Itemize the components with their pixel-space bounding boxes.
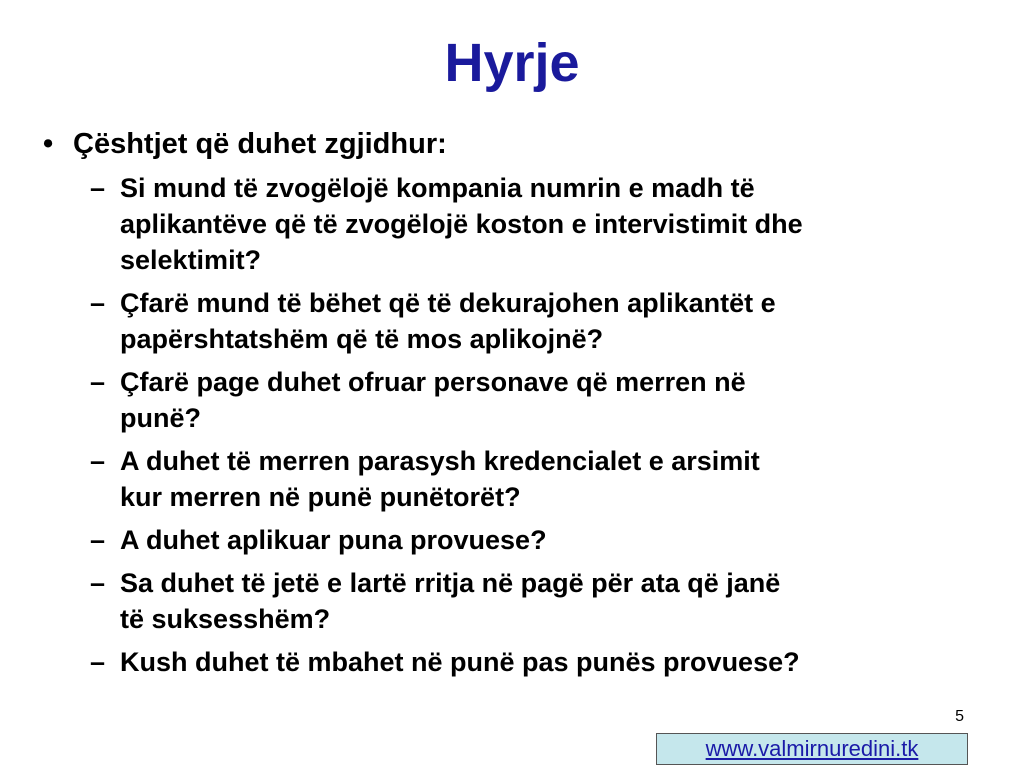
sub-point (90, 364, 990, 436)
bullet-icon: • (43, 128, 54, 160)
sub-point (90, 644, 990, 680)
dash-icon: – (90, 568, 106, 598)
sub-point-line: aplikantëve që të zvogëlojë koston e intervistimit dhe (120, 209, 803, 239)
sub-point (90, 285, 990, 357)
slide-title: Hyrje (444, 33, 580, 93)
sub-point-line: punë? (120, 403, 201, 433)
dash-icon: – (90, 288, 106, 318)
dash-icon: – (90, 647, 106, 677)
dash-icon: – (90, 525, 106, 555)
sub-point-line: papërshtatshëm që të mos aplikojnë? (120, 324, 604, 354)
page-number: 5 (955, 708, 964, 725)
sub-point (90, 565, 990, 637)
dash-icon: – (90, 446, 106, 476)
dash-icon: – (90, 173, 106, 203)
sub-point (90, 522, 990, 558)
sub-point-line: Çfarë page duhet ofruar personave që merren në (120, 367, 746, 397)
website-link[interactable]: www.valmirnuredini.tk (656, 733, 968, 765)
sub-points-list (90, 170, 990, 687)
dash-icon: – (90, 367, 106, 397)
main-point-text: Çështjet që duhet zgjidhur: (73, 128, 447, 160)
sub-point-line: Si mund të zvogëlojë kompania numrin e madh të (120, 173, 755, 203)
sub-point (90, 443, 990, 515)
sub-point-line: Sa duhet të jetë e lartë rritja në pagë për ata që janë (120, 568, 781, 598)
sub-point-line: të suksesshëm? (120, 604, 331, 634)
sub-point-line: A duhet të merren parasysh kredencialet e arsimit (120, 446, 760, 476)
sub-point-line: A duhet aplikuar puna provuese? (120, 525, 547, 555)
sub-point-line: Kush duhet të mbahet në punë pas punës provuese? (120, 647, 800, 677)
sub-point-line: kur merren në punë punëtorët? (120, 482, 521, 512)
sub-point (90, 170, 990, 278)
sub-point-line: Çfarë mund të bëhet që të dekurajohen aplikantët e (120, 288, 776, 318)
sub-point-line: selektimit? (120, 245, 262, 275)
